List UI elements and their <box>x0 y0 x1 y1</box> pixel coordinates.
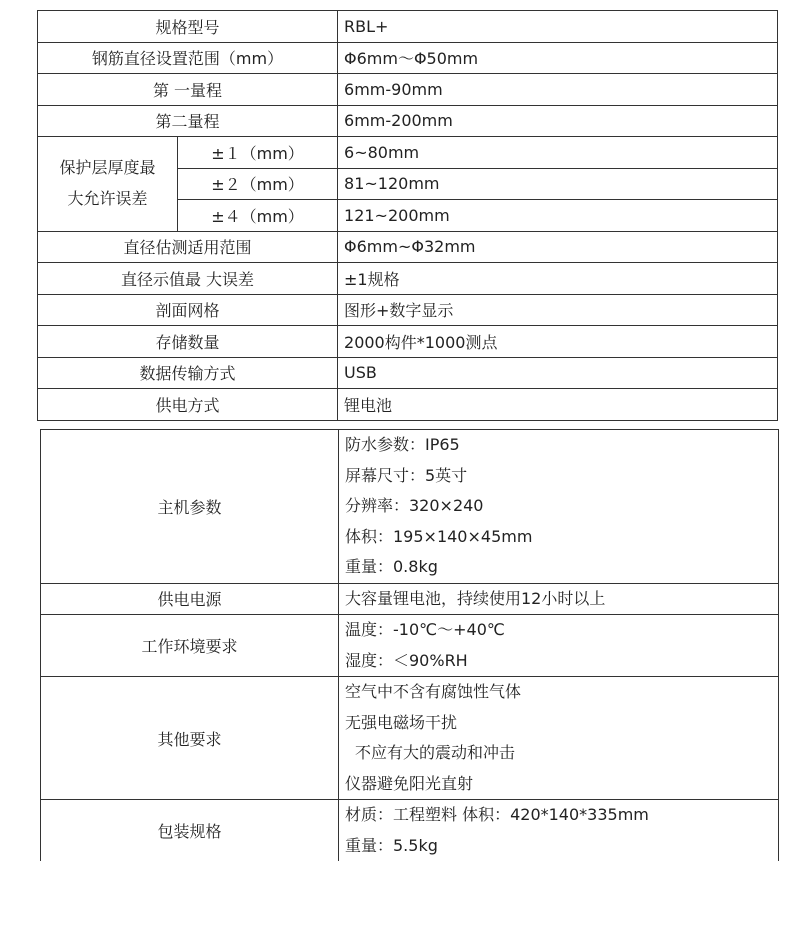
tolerance-cell: ±１（mm） <box>178 137 338 169</box>
row-label: 钢筋直径设置范围（mm） <box>38 42 338 74</box>
row-value: 6mm-200mm <box>338 105 778 137</box>
row-label: 主机参数 <box>41 430 339 584</box>
cover-error-label-line1: 保护层厚度最 <box>59 158 156 178</box>
row-value <box>339 583 779 615</box>
value-line: 大容量锂电池，持续使用12小时以上 <box>345 588 606 608</box>
row-value: Φ6mm~Φ32mm <box>338 231 778 263</box>
table-row <box>41 430 779 584</box>
row-value: USB <box>338 357 778 389</box>
value-line: 仪器避免阳光直射 <box>345 773 474 793</box>
value-line: 不应有大的震动和冲击 <box>355 743 516 762</box>
table-row <box>41 615 779 677</box>
value-line: 分辨率：320×240 <box>345 496 484 515</box>
row-value: 6~80mm <box>338 137 778 169</box>
value-line: 防水参数：IP65 <box>345 435 460 454</box>
row-value <box>339 615 779 677</box>
row-label: 剖面网格 <box>38 294 338 326</box>
value-line: 重量：5.5kg <box>345 835 438 855</box>
row-value <box>339 430 779 584</box>
row-value <box>339 800 779 862</box>
cover-error-label <box>38 137 178 232</box>
table-row <box>38 263 778 295</box>
host-params-table <box>40 429 779 861</box>
table-row <box>38 389 778 421</box>
spec-table <box>37 10 778 421</box>
table-row <box>38 326 778 358</box>
row-label: 其他要求 <box>41 677 339 800</box>
table-row <box>38 74 778 106</box>
value-line: 温度：-10℃～+40℃ <box>345 620 505 639</box>
row-label: 数据传输方式 <box>38 357 338 389</box>
row-value: 锂电池 <box>338 389 778 421</box>
table-row <box>38 137 778 169</box>
table-row <box>38 231 778 263</box>
row-value: 2000构件*1000测点 <box>338 326 778 358</box>
tolerance-cell: ±４（mm） <box>178 200 338 232</box>
row-label: 第 一量程 <box>38 74 338 106</box>
value-line: 体积：195×140×45mm <box>345 526 533 546</box>
table-row <box>38 42 778 74</box>
table-row <box>38 105 778 137</box>
table-row <box>38 11 778 43</box>
value-line: 材质：工程塑料 体积：420*140*335mm <box>345 805 649 824</box>
table-row <box>38 357 778 389</box>
row-label: 直径估测适用范围 <box>38 231 338 263</box>
value-line: 无强电磁场干扰 <box>345 712 458 732</box>
cover-error-label-line2: 大允许误差 <box>67 188 148 208</box>
row-value: 图形+数字显示 <box>338 294 778 326</box>
row-label: 直径示值最 大误差 <box>38 263 338 295</box>
row-label: 存储数量 <box>38 326 338 358</box>
value-line: 空气中不含有腐蚀性气体 <box>345 682 522 701</box>
row-value: Φ6mm～Φ50mm <box>338 42 778 74</box>
row-value: ±1规格 <box>338 263 778 295</box>
row-value: RBL+ <box>338 11 778 43</box>
row-label: 规格型号 <box>38 11 338 43</box>
value-line: 屏幕尺寸：5英寸 <box>345 465 468 485</box>
table-row <box>38 294 778 326</box>
table-row <box>41 800 779 862</box>
row-value <box>339 677 779 800</box>
row-label: 包装规格 <box>41 800 339 862</box>
row-value: 6mm-90mm <box>338 74 778 106</box>
value-line: 湿度：＜90%RH <box>345 650 468 670</box>
row-label: 供电电源 <box>41 583 339 615</box>
tolerance-cell: ±２（mm） <box>178 168 338 200</box>
table-row <box>41 677 779 800</box>
value-line: 重量：0.8kg <box>345 557 438 576</box>
row-label: 供电方式 <box>38 389 338 421</box>
row-label: 第二量程 <box>38 105 338 137</box>
table-row <box>41 583 779 615</box>
row-label: 工作环境要求 <box>41 615 339 677</box>
row-value: 81~120mm <box>338 168 778 200</box>
row-value: 121~200mm <box>338 200 778 232</box>
